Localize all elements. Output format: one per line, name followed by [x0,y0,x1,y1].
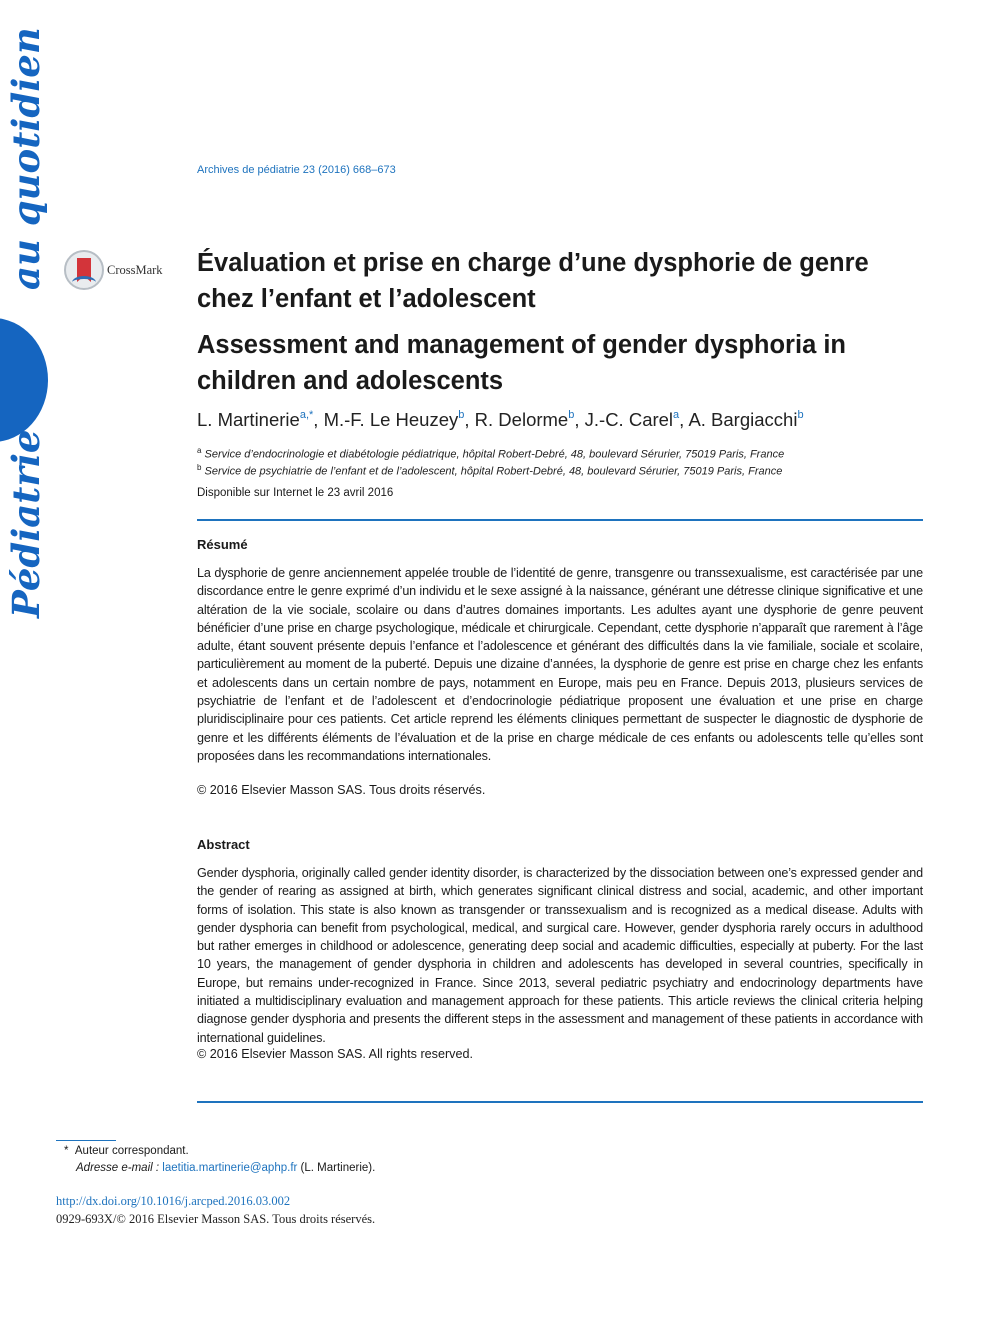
email-link[interactable]: laetitia.martinerie@aphp.fr [162,1162,298,1174]
crossmark-badge[interactable] [64,250,163,290]
author-separator: , [464,409,475,430]
doi-link[interactable]: http://dx.doi.org/10.1016/j.arcped.2016.03.002 [56,1194,291,1208]
footnote-rule [56,1140,116,1141]
section-label-pediatrie: Pédiatrie [4,429,48,618]
author-separator: , [313,409,324,430]
abstract-body: Gender dysphoria, originally called gender identity disorder, is characterized by the dissociation between one’s expressed gender and the gender of rearing as assigned at birth, which generates significant clinical distress and social, academic, and other important forms of isolation. This state is also known as transgender or transsexualism and is recognized as a medical disease. Adults with gender dysphoria can benefit from psychological, medical, and surgical care. However, gender dysphoria rarely occurs in adulthood but rather emerges in childhood or adolescence, generating deep social and academic difficulties, especially at puberty. For the last 10 years, the management of gender dysphoria in children and adolescents has developed in several countries, specifically in Europe, but remains under-recognized in France. Since 2013, several pediatric psychiatry and endocrinology departments have initiated a multidisciplinary evaluation and management approach for these patients. This article reviews the clinical criteria helping diagnose gender dysphoria and presents the different steps in the assessment and management of these patients in accordance with international guidelines. [197,866,923,1045]
author-name: L. Martinerie [197,409,300,430]
email-label: Adresse e-mail : [76,1162,160,1174]
author-separator: , [574,409,585,430]
author-affiliation-link[interactable]: b [458,409,465,421]
resume-body: La dysphorie de genre anciennement appelée trouble de l’identité de genre, transgenre ou transsexualisme, est caractérisée par une discordance entre le genre exprimé d’un individu et le sexe assigné à la naissance, générant une détresse clinique significative et une altération de la vie sociale, scolaire ou dans d’autres domaines importants. Les adultes ayant une dysphorie de genre peuvent bénéficier d’une prise en charge psychologique, médicale et chirurgicale. Cependant, cette dysphorie n’apparaît que rarement à l’âge adulte, étant souvent présente depuis l’enfance et l’adolescence et générant des difficultés dans la vie familiale, sociale et scolaire, particulièrement au moment de la puberté. Depuis une dizaine d’années, la dysphorie de genre est prise en charge chez les enfants et adolescents dans un certain nombre de pays, notamment en Europe, mais peu en France. Depuis 2013, plusieurs services de psychiatrie de l’enfant et de l’adolescent et d’endocrinologie pédiatrique proposent une évaluation et une prise en charge pluridisciplinaire pour ces patients. Cet article reprend les éléments cliniques permettant de suspecter le diagnostic de dysphorie de genre et les différents éléments de l’évaluation et de la prise en charge médicale de ces enfants ou adolescents telle qu’elles sont proposées dans les recommandations internationales. [197,566,923,763]
resume-heading: Résumé [197,537,248,552]
affiliation-text: Service d’endocrinologie et diabétologie pédiatrique, hôpital Robert-Debré, 48, boulevard Sérurier, 75019 Paris, France [204,448,785,461]
email-owner: (L. Martinerie). [300,1162,376,1174]
author-name: J.-C. Carel [584,409,674,430]
divider-top [197,519,923,521]
author-affiliation-link[interactable]: b [568,409,575,421]
divider-bottom [197,1101,923,1103]
affiliation-b [197,463,782,478]
resume-copyright: © 2016 Elsevier Masson SAS. Tous droits réservés. [197,783,486,797]
section-label-au-quotidien: au quotidien [4,27,48,290]
affiliation-mark: b [197,463,202,472]
article-title-french: Évaluation et prise en charge d’une dysphorie de genre chez l’enfant et l’adolescent [197,249,869,313]
availability-date: Disponible sur Internet le 23 avril 2016 [197,487,394,499]
crossmark-label: CrossMark [107,262,163,277]
issn-copyright: 0929-693X/© 2016 Elsevier Masson SAS. Tous droits réservés. [56,1212,376,1226]
footnote-text: Auteur correspondant. [74,1145,189,1157]
footnote-corresponding [64,1145,189,1157]
affiliation-mark: a [197,446,202,455]
affiliation-a [197,446,784,461]
abstract-copyright: © 2016 Elsevier Masson SAS. All rights reserved. [197,1047,473,1061]
author-name: A. Bargiacchi [688,409,798,430]
author-name: M.-F. Le Heuzey [323,409,459,430]
abstract-heading: Abstract [197,837,250,852]
author-name: R. Delorme [474,409,569,430]
author-affiliation-link[interactable]: a,* [299,409,314,421]
crossmark-icon [64,250,104,290]
author-separator: , [679,409,689,430]
footnote-email [76,1162,375,1174]
affiliation-text: Service de psychiatrie de l’enfant et de l’adolescent, hôpital Robert-Debré, 48, boulevard Sérurier, 75019 Paris, France [204,465,783,478]
journal-reference-link[interactable]: Archives de pédiatrie 23 (2016) 668–673 [197,164,396,176]
article-title-english: Assessment and management of gender dysphoria in children and adolescents [197,331,846,395]
author-list [197,409,804,431]
footnote-star: * [64,1145,69,1157]
section-tab-circle [0,318,48,442]
author-affiliation-link[interactable]: a [673,409,680,421]
author-affiliation-link[interactable]: b [797,409,804,421]
